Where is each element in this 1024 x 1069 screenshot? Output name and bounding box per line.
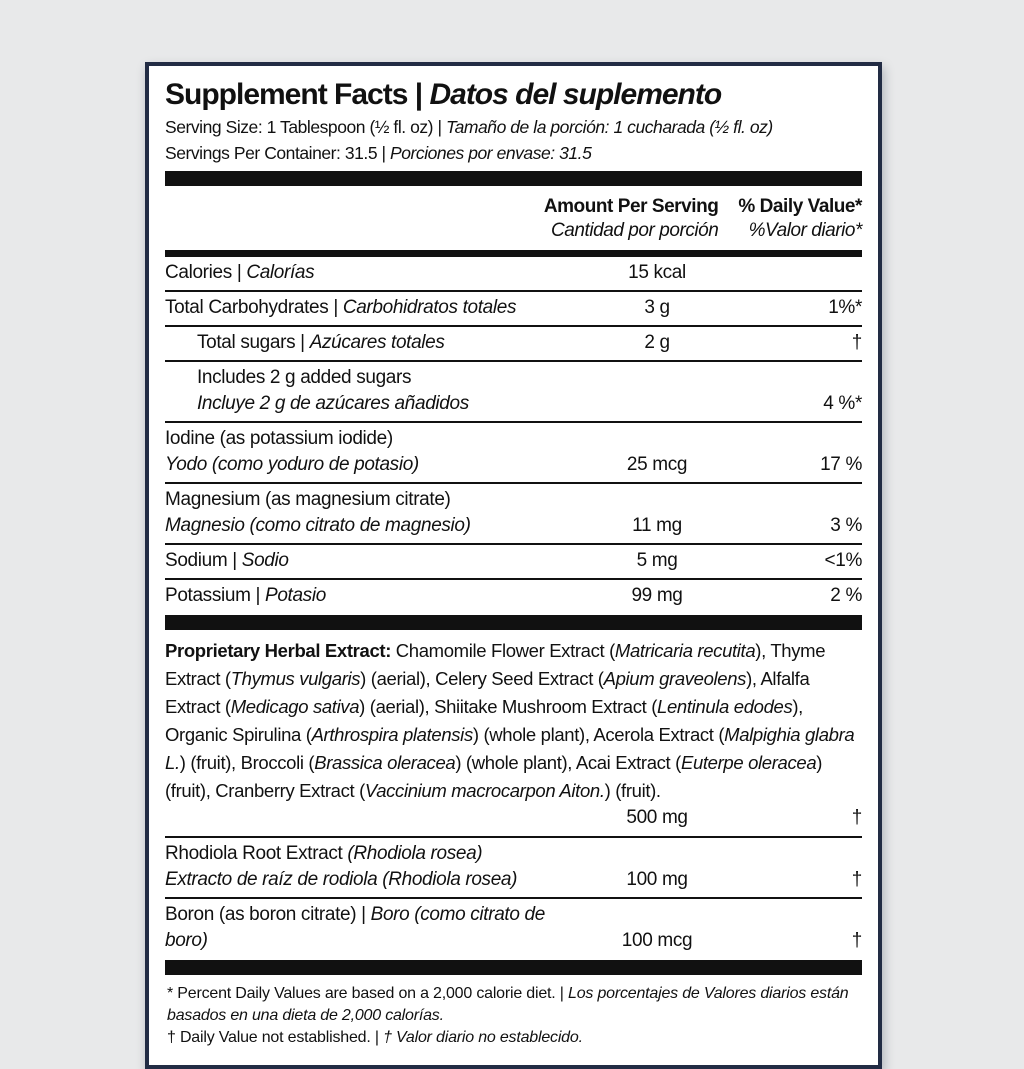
nutrient-amount: 2 g [644, 332, 670, 353]
divider-bar-middle [165, 615, 862, 630]
row-added-sugars [165, 362, 862, 423]
nutrient-dv: † [851, 332, 862, 353]
nutrient-name [165, 487, 577, 539]
nutrient-name: Total sugars | Azúcares totales [197, 332, 445, 353]
herbal-blend-amount: 500 mg [626, 807, 688, 828]
footnote-daily-value-not-established: † Daily Value not established. | † Valor diario no establecido. [167, 1029, 583, 1046]
divider-bar-bottom [165, 960, 862, 975]
nutrient-amount: 99 mg [631, 585, 683, 606]
nutrient-dv: 1%* [828, 297, 862, 318]
row-potassium [165, 580, 862, 613]
dv-header-en: % Daily Value* [738, 196, 862, 217]
nutrient-name-es: Yodo (como yoduro de potasio) [165, 454, 419, 475]
row-sodium [165, 545, 862, 580]
nutrient-dv: † [851, 930, 862, 951]
row-total-sugars [165, 327, 862, 362]
nutrient-dv: <1% [824, 550, 862, 571]
serving-size-line: Serving Size: 1 Tablespoon (½ fl. oz) | Tamaño de la porción: 1 cucharada (½ fl. oz) [165, 117, 773, 137]
label-title: Supplement Facts | Datos del suplemento [165, 78, 722, 111]
nutrient-amount: 5 mg [636, 550, 678, 571]
nutrient-amount: 15 kcal [628, 262, 686, 283]
nutrient-name: Boron (as boron citrate) | Boro (como citrato de boro) [165, 904, 545, 951]
row-total-carbohydrates [165, 292, 862, 327]
nutrient-name: Calories | Calorías [165, 262, 315, 283]
row-magnesium [165, 484, 862, 545]
footnote-percent-daily-value: * Percent Daily Values are based on a 2,000 calorie diet. | Los porcentajes de Valores diarios están basados en una dieta de 2,000 calorías. [167, 985, 849, 1024]
footnotes [165, 975, 862, 1051]
dv-header-es: %Valor diario* [748, 220, 862, 241]
divider-bar-top [165, 171, 862, 186]
nutrient-amount: 11 mg [632, 515, 682, 536]
amount-per-serving-header [544, 195, 719, 243]
nutrient-dv: 2 % [830, 585, 862, 606]
servings-per-container-line: Servings Per Container: 31.5 | Porciones por envase: 31.5 [165, 143, 592, 163]
nutrient-dv: † [851, 869, 862, 890]
column-headers [165, 186, 862, 257]
nutrient-name-en: Includes 2 g added sugars [197, 367, 412, 388]
row-iodine [165, 423, 862, 484]
supplement-facts-label [145, 62, 882, 1069]
amount-header-es: Cantidad por porción [551, 220, 719, 241]
nutrient-name-es: Incluye 2 g de azúcares añadidos [197, 393, 469, 414]
nutrient-name: Sodium | Sodio [165, 550, 289, 571]
nutrient-dv: 4 %* [823, 393, 862, 414]
nutrient-amount: 3 g [644, 297, 670, 318]
nutrient-name-en: Iodine (as potassium iodide) [165, 428, 393, 449]
nutrient-name [165, 365, 577, 417]
nutrient-dv: 3 % [830, 515, 862, 536]
nutrient-name [165, 426, 577, 478]
row-rhodiola [165, 838, 862, 899]
nutrient-name-es: Extracto de raíz de rodiola (Rhodiola rosea) [165, 869, 518, 890]
nutrient-name [165, 841, 577, 893]
amount-header-en: Amount Per Serving [543, 196, 719, 217]
nutrient-amount: 100 mcg [621, 930, 693, 951]
nutrient-name: Total Carbohydrates | Carbohidratos totales [165, 297, 517, 318]
nutrient-name-en: Magnesium (as magnesium citrate) [165, 489, 451, 510]
nutrient-name-es: Magnesio (como citrato de magnesio) [165, 515, 471, 536]
row-calories [165, 257, 862, 292]
herbal-blend-amount-row [165, 805, 862, 838]
nutrient-name-en: Rhodiola Root Extract (Rhodiola rosea) [165, 843, 483, 864]
proprietary-herbal-extract-paragraph: Proprietary Herbal Extract: Chamomile Flower Extract (Matricaria recutita), Thyme Extract (Thymus vulgaris) (aerial), Celery Seed Extract (Apium graveolens), Alfalfa Extract (Medicago sativa) (aerial), Shiitake Mushroom Extract (Lentinula edodes), Organic Spirulina (Arthrospira platensis) (whole plant), Acerola Extract (Malpighia glabra L.) (fruit), Broccoli (Brassica oleracea) (whole plant), Acai Extract (Euterpe oleracea) (fruit), Cranberry Extract (Vaccinium macrocarpon Aiton.) (fruit). [165, 640, 855, 801]
herbal-blend-dv: † [851, 807, 862, 828]
nutrient-dv: 17 % [820, 454, 862, 475]
nutrient-name: Potassium | Potasio [165, 585, 326, 606]
nutrient-amount: 100 mg [626, 869, 688, 890]
nutrient-amount: 25 mcg [626, 454, 688, 475]
daily-value-header [738, 195, 862, 243]
row-boron [165, 899, 862, 958]
